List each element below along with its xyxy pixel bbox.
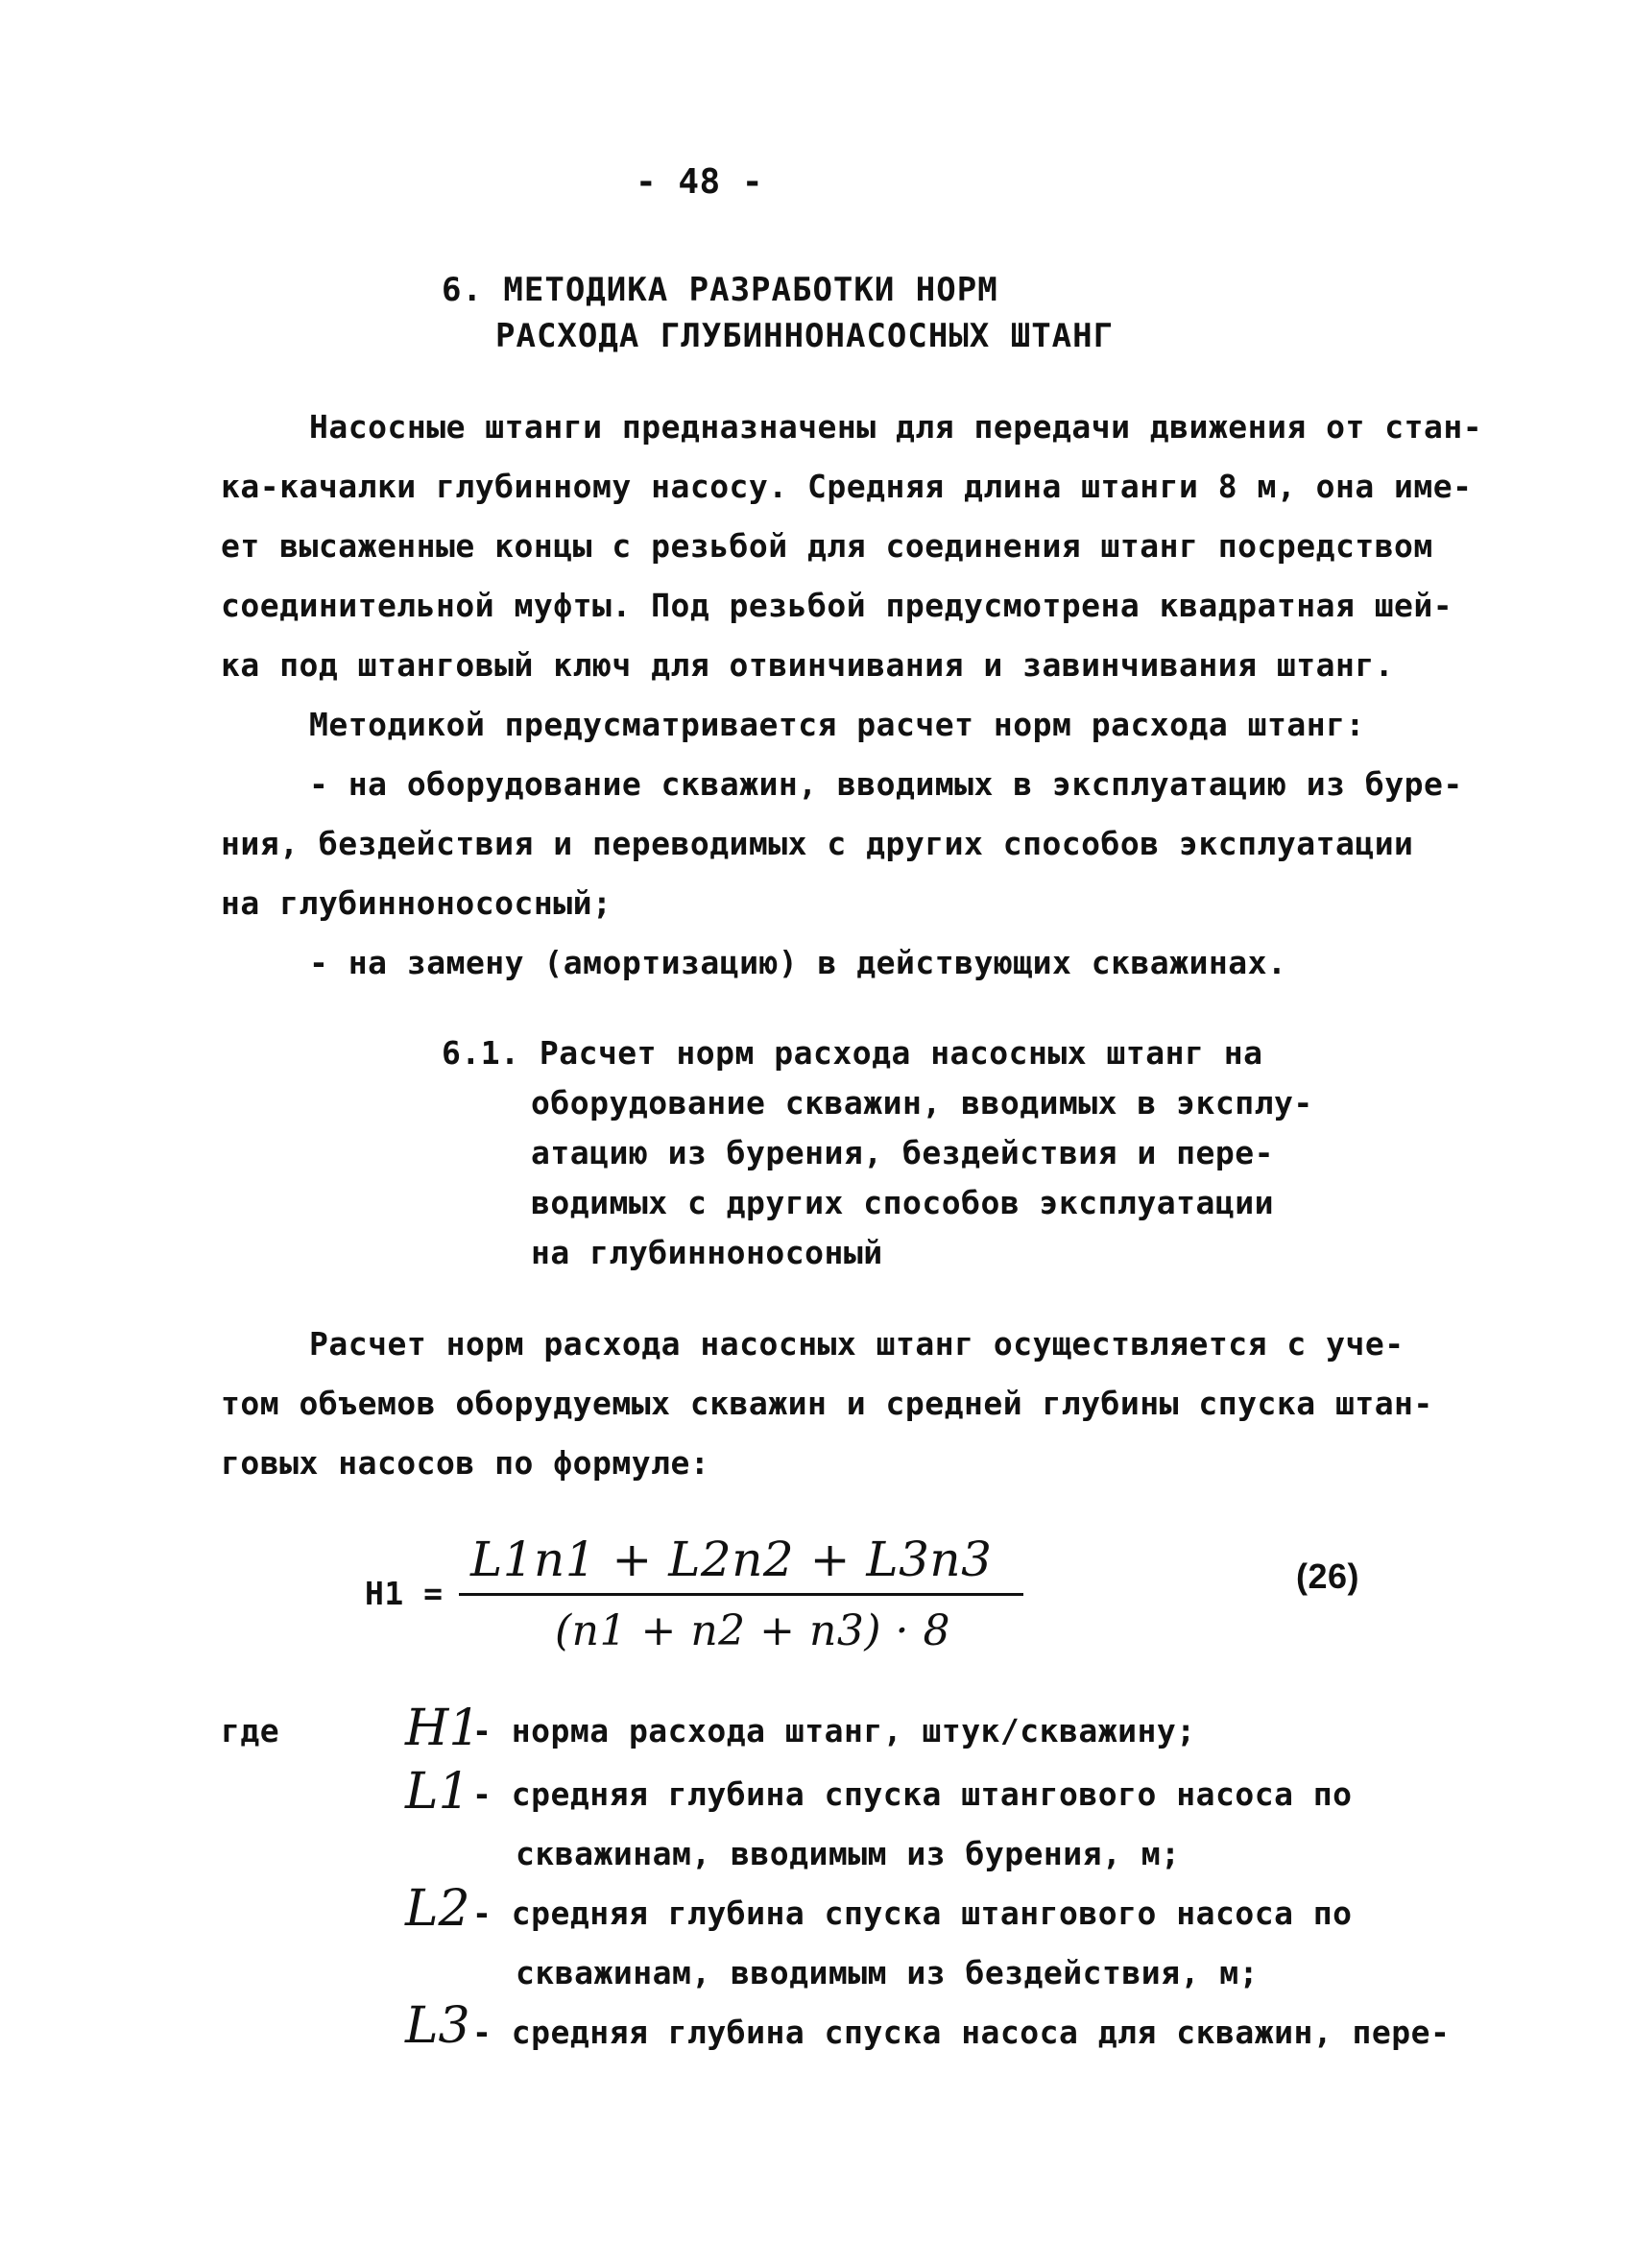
paragraph-line: ка под штанговый ключ для отвинчивания и завинчивания штанг. <box>221 646 1395 684</box>
formula-numerator: L1n1 + L2n2 + L3n3 <box>470 1532 993 1587</box>
definition-text: - средняя глубина спуска штангового насоса по <box>472 1775 1353 1813</box>
paragraph-line: ет высаженные концы с резьбой для соединения штанг посредством <box>221 527 1433 565</box>
paragraph-line: том объемов оборудуемых скважин и средней глубины спуска штан- <box>221 1385 1433 1422</box>
definition-text: скважинам, вводимым из бездействия, м; <box>516 1954 1259 1991</box>
formula-lhs: Н1 = <box>365 1575 444 1612</box>
definition-text: - средняя глубина спуска насоса для скважин, пере- <box>472 2014 1451 2051</box>
where-label: где <box>221 1712 280 1749</box>
subheading-line: атацию из бурения, бездействия и пере- <box>531 1134 1274 1171</box>
definition-text: - норма расхода штанг, штук/скважину; <box>472 1712 1196 1749</box>
section-heading-line-1: 6. МЕТОДИКА РАЗРАБОТКИ НОРМ <box>442 271 998 309</box>
formula-denominator: (n1 + n2 + n3) · 8 <box>555 1606 950 1655</box>
section-heading-line-2: РАСХОДА ГЛУБИННОНАСОСНЫХ ШТАНГ <box>495 317 1115 355</box>
paragraph-line: ка-качалки глубинному насосу. Средняя длина штанги 8 м, она име- <box>221 468 1473 505</box>
paragraph-line: Насосные штанги предназначены для передачи движения от стан- <box>309 408 1483 446</box>
definition-symbol: L2 <box>405 1880 470 1938</box>
definition-text: скважинам, вводимым из бурения, м; <box>516 1835 1181 1872</box>
formula-number: (26) <box>1296 1556 1360 1596</box>
paragraph-line: говых насосов по формуле: <box>221 1444 710 1482</box>
subheading-line: 6.1. Расчет норм расхода насосных штанг на <box>442 1034 1263 1072</box>
definition-text: - средняя глубина спуска штангового насоса по <box>472 1894 1353 1932</box>
paragraph-line: Методикой предусматривается расчет норм расхода штанг: <box>309 706 1365 743</box>
page-number: - 48 - <box>636 162 764 202</box>
list-item-line: - на оборудование скважин, вводимых в эксплуатацию из буре- <box>309 765 1463 803</box>
subheading-line: оборудование скважин, вводимых в эксплу- <box>531 1084 1313 1122</box>
list-item-line: на глубиннонососный; <box>221 884 612 922</box>
subheading-line: на глубинноносоный <box>531 1234 883 1271</box>
paragraph-line: Расчет норм расхода насосных штанг осуществляется с уче- <box>309 1325 1405 1363</box>
paragraph-line: соединительной муфты. Под резьбой предусмотрена квадратная шей- <box>221 587 1453 624</box>
definition-symbol: H1 <box>405 1700 481 1757</box>
list-item-line: - на замену (амортизацию) в действующих скважинах. <box>309 944 1287 981</box>
definition-symbol: L3 <box>405 1997 470 2055</box>
list-item-line: ния, бездействия и переводимых с других способов эксплуатации <box>221 825 1414 862</box>
subheading-line: водимых с других способов эксплуатации <box>531 1184 1274 1221</box>
definition-symbol: L1 <box>405 1763 470 1821</box>
fraction-bar <box>459 1593 1023 1596</box>
